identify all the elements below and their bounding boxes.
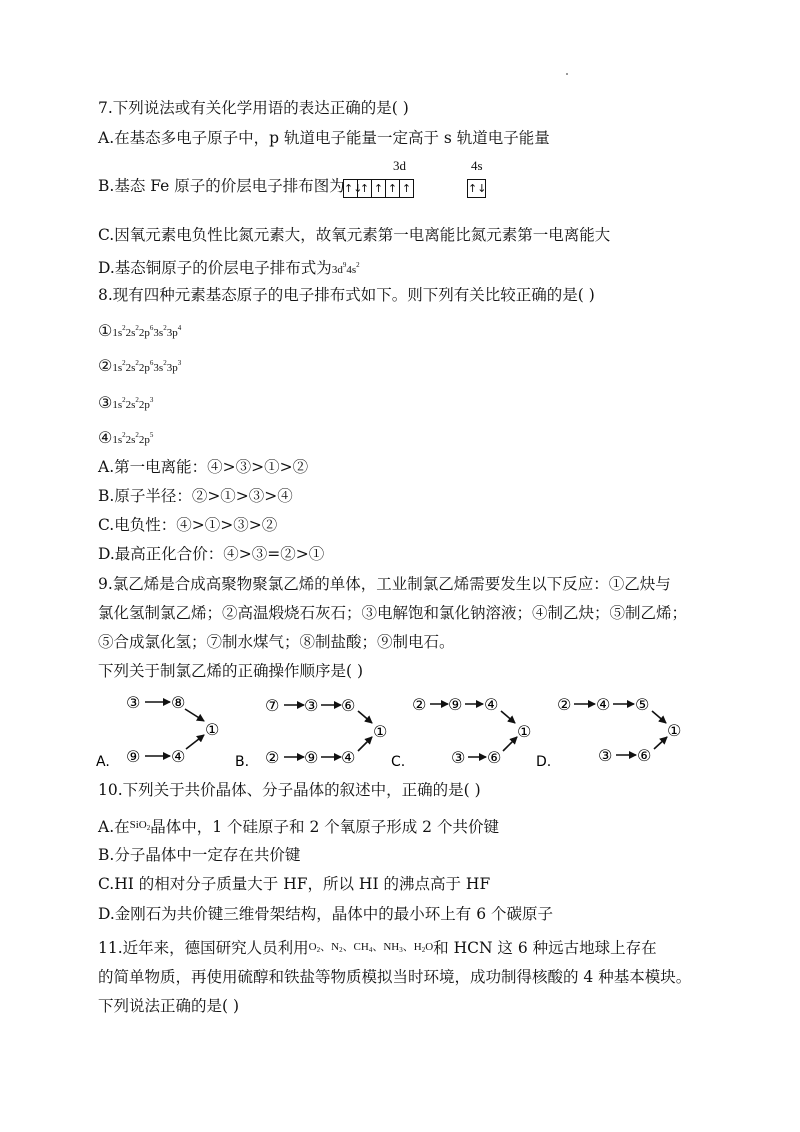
q9-step: ② [265, 748, 280, 767]
q10-option-b: B.分子晶体中一定存在共价键 [98, 846, 301, 864]
q8-config-4 [98, 425, 153, 450]
q8-config-mark: ② [98, 356, 113, 375]
q9-step: ⑥ [637, 746, 652, 765]
q8-config-mark: ① [98, 321, 113, 340]
q7-3d-boxes [343, 179, 414, 198]
q7-4s-boxes [467, 179, 486, 198]
q9-step: ⑨ [304, 748, 319, 767]
q7-option-b-text: B.基态 Fe 原子的价层电子排布图为 [98, 177, 345, 195]
q10-option-a [98, 815, 499, 838]
q9-step-end: ① [373, 722, 388, 741]
q8-option-b: B.原子半径：②>①>③>④ [98, 487, 293, 505]
q9-step: ③ [598, 746, 613, 765]
q9-step-end: ① [667, 721, 682, 740]
q9-option-letter: D. [536, 754, 552, 770]
q7-stem: 7.下列说法或有关化学用语的表达正确的是( ) [98, 99, 409, 117]
q9-step: ⑧ [171, 693, 186, 712]
q9-line-3: ⑤合成氯化氢；⑦制水煤气；⑧制盐酸；⑨制电石。 [98, 633, 455, 651]
q9-options-diagram [90, 685, 790, 775]
q7-option-c: C.因氧元素电负性比氮元素大，故氧元素第一电离能比氮元素第一电离能大 [98, 226, 611, 244]
q9-option-arrows [145, 702, 667, 757]
q9-step: ⑥ [341, 696, 356, 715]
q11-molecules: $O_2$、$N_2$、$CH_4$、$NH_3$、$H_2O$ [308, 941, 434, 954]
q7-label-4s: 4s [471, 158, 483, 173]
q8-config-1 [98, 318, 181, 343]
q8-config-3 [98, 390, 153, 415]
q11-line-2: 的简单物质，再使用硫醇和铁盐等物质模拟当时环境，成功制得核酸的 4 种基本模块。 [98, 968, 692, 986]
q8-config-mark: ③ [98, 393, 113, 412]
q9-step: ③ [451, 748, 466, 767]
q8-config-mark: ④ [98, 428, 113, 447]
q11-line-1 [98, 937, 657, 960]
q9-option-letter: C. [391, 754, 406, 770]
q8-stem: 8.现有四种元素基态原子的电子排布式如下。则下列有关比较正确的是( ) [98, 286, 595, 304]
q9-option-letter: A. [96, 754, 110, 770]
q8-option-c: C.电负性：④>①>③>② [98, 516, 278, 534]
q10-option-a-formula: SiO2 [129, 819, 151, 832]
q8-config-formula: $1s^22s^22p^3$ [112, 396, 154, 411]
q9-step: ⑨ [448, 695, 463, 714]
q9-step: ④ [484, 695, 499, 714]
q7-label-3d: 3d [393, 158, 406, 173]
q8-config-formula: $1s^22s^22p^63s^23p^4$ [112, 324, 182, 339]
orbital-box: ↑ [385, 179, 399, 198]
q7-option-d-formula: $3d^94s^2$ [331, 261, 360, 276]
q10-option-a-pre: A.在 [98, 818, 130, 836]
orbital-box: ↑↓ [467, 179, 486, 198]
q7-orbital-diagram [343, 158, 503, 202]
q9-step: ④ [341, 748, 356, 767]
q9-option-letter: B. [235, 754, 250, 770]
q10-stem: 10.下列关于共价晶体、分子晶体的叙述中，正确的是( ) [98, 781, 481, 799]
orbital-box: ↑↓ [343, 179, 357, 198]
speck [566, 73, 568, 75]
q8-option-d: D.最高正化合价：④>③=②>① [98, 545, 325, 563]
q9-step: ④ [596, 695, 611, 714]
q10-option-a-post: 晶体中，1 个硅原子和 2 个氧原子形成 2 个共价键 [150, 818, 499, 836]
q7-option-a: A.在基态多电子原子中，p 轨道电子能量一定高于 s 轨道电子能量 [98, 129, 550, 147]
q7-option-d-text: D.基态铜原子的价层电子排布式为 [98, 259, 332, 277]
q9-step: ④ [171, 747, 186, 766]
q9-step: ⑥ [487, 748, 502, 767]
q8-config-2 [98, 353, 181, 378]
q9-step-end: ① [517, 722, 532, 741]
orbital-box: ↑ [371, 179, 385, 198]
q9-step: ⑨ [126, 747, 141, 766]
q10-option-d: D.金刚石为共价键三维骨架结构，晶体中的最小环上有 6 个碳原子 [98, 905, 554, 923]
orbital-box: ↑ [399, 179, 414, 198]
q9-step: ③ [126, 693, 141, 712]
q9-step: ② [412, 695, 427, 714]
q7-option-d [98, 255, 360, 280]
q8-config-formula: $1s^22s^22p^63s^23p^3$ [112, 359, 182, 374]
q9-line-2: 氯化氢制氯乙烯；②高温煅烧石灰石；③电解饱和氯化钠溶液；④制乙炔；⑤制乙烯； [98, 604, 688, 622]
q9-step: ⑦ [265, 696, 280, 715]
q11-line-3: 下列说法正确的是( ) [98, 997, 240, 1015]
q11-line-1-post: 和 HCN 这 6 种远古地球上存在 [433, 939, 657, 957]
q8-config-formula: $1s^22s^22p^5$ [112, 431, 154, 446]
q11-line-1-pre: 11.近年来，德国研究人员利用 [98, 939, 309, 957]
q9-line-4: 下列关于制氯乙烯的正确操作顺序是( ) [98, 662, 364, 680]
q9-step-end: ① [205, 720, 220, 739]
q8-option-a: A.第一电离能：④>③>①>② [98, 458, 309, 476]
orbital-box: ↑ [357, 179, 371, 198]
q9-step: ③ [304, 696, 319, 715]
q10-option-c: C.HI 的相对分子质量大于 HF，所以 HI 的沸点高于 HF [98, 875, 491, 893]
q9-step: ② [557, 695, 572, 714]
q9-line-1: 9.氯乙烯是合成高聚物聚氯乙烯的单体，工业制氯乙烯需要发生以下反应：①乙炔与 [98, 575, 671, 593]
q9-step: ⑤ [635, 695, 650, 714]
